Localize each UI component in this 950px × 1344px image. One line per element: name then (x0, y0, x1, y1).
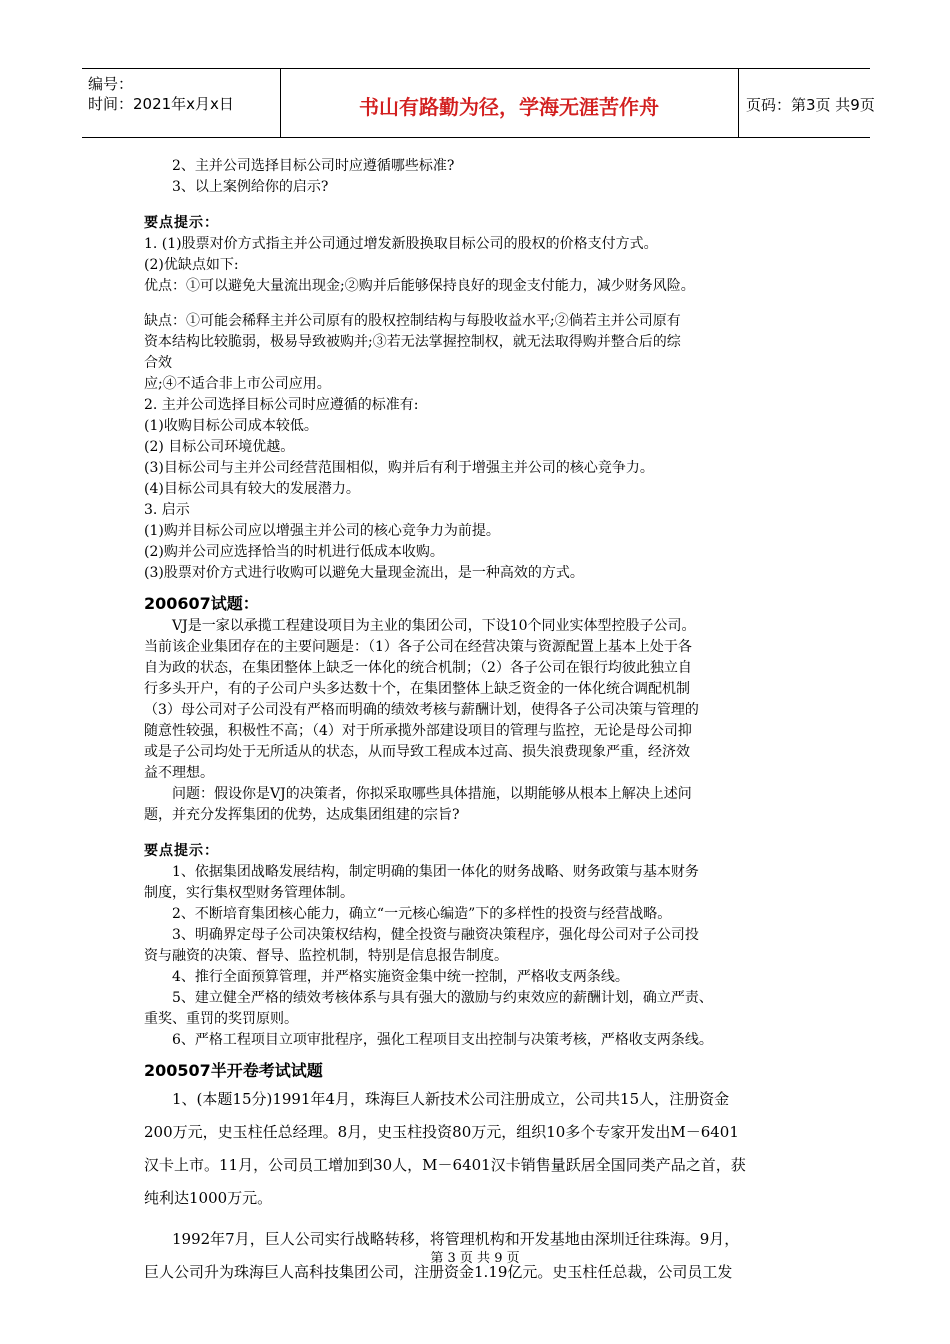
motto: 书山有路勤为径，学海无涯苦作舟 (359, 95, 659, 119)
page-number-label: 页码：第3页 共9页 (746, 96, 875, 114)
text-line: (1)收购目标公司成本较低。 (144, 418, 318, 434)
key-points-heading: 要点提示： (144, 215, 219, 231)
text-line: 合效 (144, 355, 172, 371)
text-line: (3)股票对价方式进行收购可以避免大量现金流出，是一种高效的方式。 (144, 565, 584, 581)
text-line: 2、不断培育集团核心能力，确立“一元核心编造”下的多样性的投资与经营战略。 (172, 906, 672, 922)
key-points-heading: 要点提示： (144, 843, 219, 859)
text-line: 资本结构比较脆弱，极易导致被购并;③若无法掌握控制权，就无法取得购并整合后的综 (144, 334, 681, 350)
text-line: 益不理想。 (144, 765, 214, 781)
question-2: 2、主并公司选择目标公司时应遵循哪些标准? (172, 158, 455, 174)
code-label: 编号： (88, 75, 134, 93)
text-line: (2)购并公司应选择恰当的时机进行低成本收购。 (144, 544, 444, 560)
text-line: 6、严格工程项目立项审批程序，强化工程项目支出控制与决策考核，严格收支两条线。 (172, 1032, 713, 1048)
text-line: 当前该企业集团存在的主要问题是：（1）各子公司在经营决策与资源配置上基本上处于各 (144, 639, 692, 655)
page-header (82, 68, 875, 138)
text-line: 1. (1)股票对价方式指主并公司通过增发新股换取目标公司的股权的价格支付方式。 (144, 236, 658, 252)
text-line: 1、(本题15分)1991年4月，珠海巨人新技术公司注册成立，公司共15人，注册资金 (172, 1090, 730, 1108)
text-line: 3、明确界定母子公司决策权结构，健全投资与融资决策程序，强化母公司对子公司投 (172, 927, 699, 943)
section-heading-200507: 200507半开卷考试试题 (144, 1061, 323, 1080)
header-page-cell (738, 69, 875, 137)
text-line: 缺点：①可能会稀释主并公司原有的股权控制结构与每股收益水平;②倘若主并公司原有 (144, 313, 681, 329)
text-line: 汉卡上市。11月，公司员工增加到30人，M－6401汉卡销售量跃居全国同类产品之首，获 (144, 1156, 746, 1174)
text-line: 巨人公司升为珠海巨人高科技集团公司，注册资金1.19亿元。史玉柱任总裁，公司员工发 (144, 1263, 733, 1281)
question-3: 3、以上案例给你的启示? (172, 179, 329, 195)
text-line: 2. 主并公司选择目标公司时应遵循的标准有: (144, 397, 419, 413)
text-line: 1、依据集团战略发展结构，制定明确的集团一体化的财务战略、财务政策与基本财务 (172, 864, 699, 880)
page-footer: 第 3 页 共 9 页 (430, 1251, 520, 1266)
header-meta-cell (82, 69, 281, 137)
document-body (144, 156, 820, 1289)
text-line: 纯利达1000万元。 (144, 1189, 273, 1207)
header-motto-cell (280, 69, 739, 137)
text-line: (4)目标公司具有较大的发展潜力。 (144, 481, 360, 497)
text-line: 行多头开户，有的子公司户头多达数十个，在集团整体上缺乏资金的一体化统合调配机制 (144, 681, 690, 697)
text-line: 优点：①可以避免大量流出现金;②购并后能够保持良好的现金支付能力，减少财务风险。 (144, 278, 695, 294)
text-line: (3)目标公司与主并公司经营范围相似，购并后有利于增强主并公司的核心竞争力。 (144, 460, 654, 476)
text-line: VJ是一家以承揽工程建设项目为主业的集团公司，下设10个同业实体型控股子公司。 (172, 618, 696, 634)
text-line: 重奖、重罚的奖罚原则。 (144, 1011, 298, 1027)
text-line: 3. 启示 (144, 502, 190, 518)
text-line: 5、建立健全严格的绩效考核体系与具有强大的激励与约束效应的薪酬计划，确立严责、 (172, 990, 713, 1006)
text-line: 随意性较强，积极性不高；（4）对于所承揽外部建设项目的管理与监控，无论是母公司抑 (144, 723, 692, 739)
text-line: 自为政的状态，在集团整体上缺乏一体化的统合机制；（2）各子公司在银行均彼此独立自 (144, 660, 692, 676)
section-heading-200607: 200607试题： (144, 594, 259, 613)
text-line: 或是子公司均处于无所适从的状态，从而导致工程成本过高、损失浪费现象严重，经济效 (144, 744, 690, 760)
text-line: 资与融资的决策、督导、监控机制，特别是信息报告制度。 (144, 948, 508, 964)
text-line: 题，并充分发挥集团的优势，达成集团组建的宗旨? (144, 807, 460, 823)
time-label: 时间：2021年x月x日 (88, 95, 234, 113)
text-line: 200万元，史玉柱任总经理。8月，史玉柱投资80万元，组织10多个专家开发出M－6401 (144, 1123, 739, 1141)
text-line: (2) 目标公司环境优越。 (144, 439, 295, 455)
text-line: 制度，实行集权型财务管理体制。 (144, 885, 354, 901)
text-line: 应;④不适合非上市公司应用。 (144, 376, 331, 392)
text-line: 问题：假设你是VJ的决策者，你拟采取哪些具体措施，以期能够从根本上解决上述问 (172, 786, 692, 802)
text-line: (2)优缺点如下: (144, 257, 239, 273)
text-line: 1992年7月，巨人公司实行战略转移，将管理机构和开发基地由深圳迁往珠海。9月， (172, 1230, 740, 1248)
text-line: （3）母公司对子公司没有严格而明确的绩效考核与薪酬计划，使得各子公司决策与管理的 (144, 702, 699, 718)
text-line: (1)购并目标公司应以增强主并公司的核心竞争力为前提。 (144, 523, 500, 539)
text-line: 4、推行全面预算管理，并严格实施资金集中统一控制，严格收支两条线。 (172, 969, 629, 985)
